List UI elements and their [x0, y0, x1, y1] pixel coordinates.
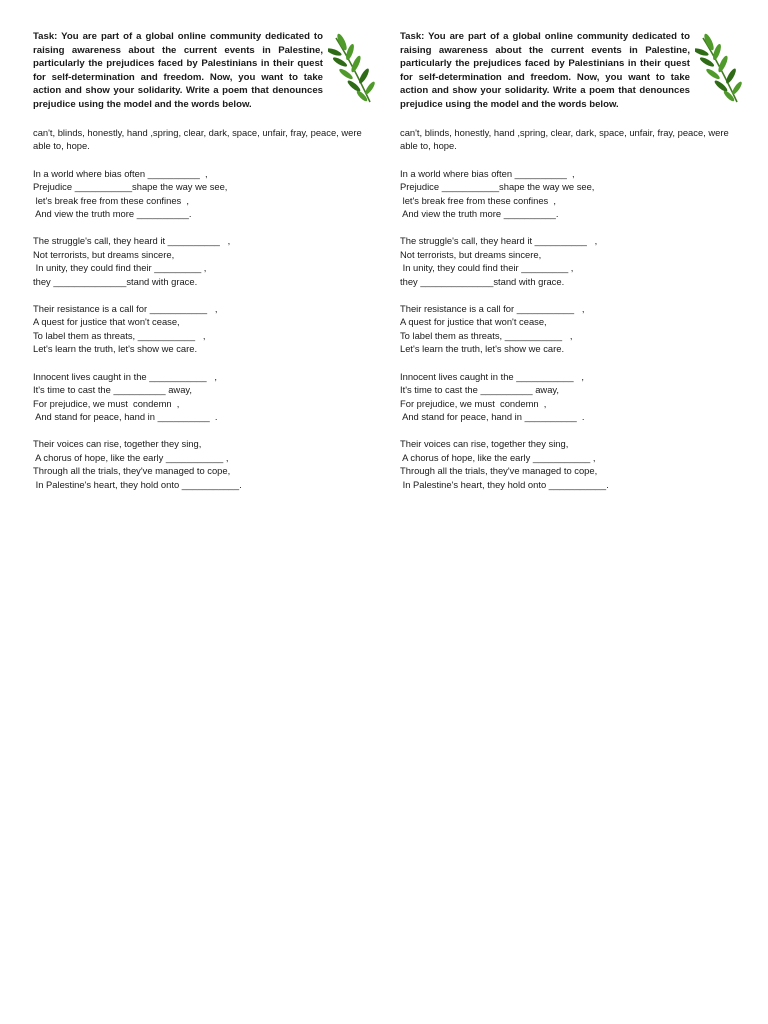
poem-line: In unity, they could find their _________ ,: [33, 262, 207, 274]
task-instructions: Task: You are part of a global online community dedicated to raising awareness about the current events in Palestine, particularly the prejudices faced by Palestinians in their quest for self-determination and freedom. Now, you want to take action and show your solidarity. Write a poem that denounces prejudice using the model and the words below.: [400, 31, 690, 110]
poem-line: In a world where bias often __________ ,: [33, 167, 208, 179]
stanza-5: [400, 437, 740, 491]
poem-line: Let's learn the truth, let's show we care.: [400, 343, 565, 355]
worksheet-right: [400, 30, 740, 491]
poem-line: Their resistance is a call for ___________ ,: [33, 303, 218, 315]
poem-line: A quest for justice that won't cease,: [33, 316, 180, 328]
poem-line: they ______________stand with grace.: [33, 275, 198, 287]
poem-line: It's time to cast the __________ away,: [33, 384, 193, 396]
poem-line: Innocent lives caught in the ___________ ,: [33, 370, 217, 382]
poem-line: It's time to cast the __________ away,: [400, 384, 560, 396]
poem-line: Through all the trials, they've managed to cope,: [400, 465, 598, 477]
word-bank: can't, blinds, honestly, hand ,spring, clear, dark, space, unfair, fray, peace, were able to, hope.: [33, 127, 362, 152]
poem-line: A chorus of hope, like the early ___________ ,: [33, 451, 229, 463]
poem-line: In unity, they could find their _________ ,: [400, 262, 574, 274]
poem-line: In Palestine's heart, they hold onto ___________.: [33, 478, 242, 490]
poem-line: Not terrorists, but dreams sincere,: [400, 248, 542, 260]
poem-line: let's break free from these confines ,: [400, 194, 557, 206]
poem-line: Their voices can rise, together they sing,: [33, 438, 202, 450]
poem-line: Not terrorists, but dreams sincere,: [33, 248, 175, 260]
stanza-5: [33, 437, 373, 491]
poem-line: For prejudice, we must condemn ,: [33, 397, 180, 409]
stanza-1: [33, 167, 373, 221]
stanza-2: [400, 234, 740, 288]
stanza-4: [33, 370, 373, 424]
poem-line: Prejudice ___________shape the way we see,: [33, 181, 228, 193]
stanza-4: [400, 370, 740, 424]
poem-line: The struggle's call, they heard it __________ ,: [400, 235, 598, 247]
task-header: [400, 30, 740, 116]
poem-line: Their resistance is a call for ___________ ,: [400, 303, 585, 315]
stanza-2: [33, 234, 373, 288]
task-instructions: Task: You are part of a global online community dedicated to raising awareness about the current events in Palestine, particularly the prejudices faced by Palestinians in their quest for self-determination and freedom. Now, you want to take action and show your solidarity. Write a poem that denounces prejudice using the model and the words below.: [33, 31, 323, 110]
poem-line: In a world where bias often __________ ,: [400, 167, 575, 179]
poem-line: And view the truth more __________.: [33, 208, 192, 220]
stanza-3: [33, 302, 373, 356]
poem-line: To label them as threats, ___________ ,: [33, 329, 206, 341]
stanza-1: [400, 167, 740, 221]
olive-branch-icon: [328, 32, 376, 104]
poem-line: they ______________stand with grace.: [400, 275, 565, 287]
poem-line: Prejudice ___________shape the way we see,: [400, 181, 595, 193]
poem-line: Their voices can rise, together they sing,: [400, 438, 569, 450]
poem-line: In Palestine's heart, they hold onto ___________.: [400, 478, 609, 490]
word-bank: can't, blinds, honestly, hand ,spring, clear, dark, space, unfair, fray, peace, were able to, hope.: [400, 127, 729, 152]
poem-line: And stand for peace, hand in __________ .: [33, 410, 218, 422]
poem-line: And stand for peace, hand in __________ .: [400, 410, 585, 422]
poem-line: The struggle's call, they heard it __________ ,: [33, 235, 231, 247]
poem-line: Through all the trials, they've managed to cope,: [33, 465, 231, 477]
poem-line: let's break free from these confines ,: [33, 194, 190, 206]
poem-line: Innocent lives caught in the ___________ ,: [400, 370, 584, 382]
poem-line: And view the truth more __________.: [400, 208, 559, 220]
stanza-3: [400, 302, 740, 356]
poem-line: A chorus of hope, like the early ___________ ,: [400, 451, 596, 463]
task-header: [33, 30, 373, 116]
olive-branch-icon: [695, 32, 743, 104]
worksheet-left: [33, 30, 373, 491]
poem-line: Let's learn the truth, let's show we care.: [33, 343, 198, 355]
poem-line: For prejudice, we must condemn ,: [400, 397, 547, 409]
poem-line: To label them as threats, ___________ ,: [400, 329, 573, 341]
poem-line: A quest for justice that won't cease,: [400, 316, 547, 328]
